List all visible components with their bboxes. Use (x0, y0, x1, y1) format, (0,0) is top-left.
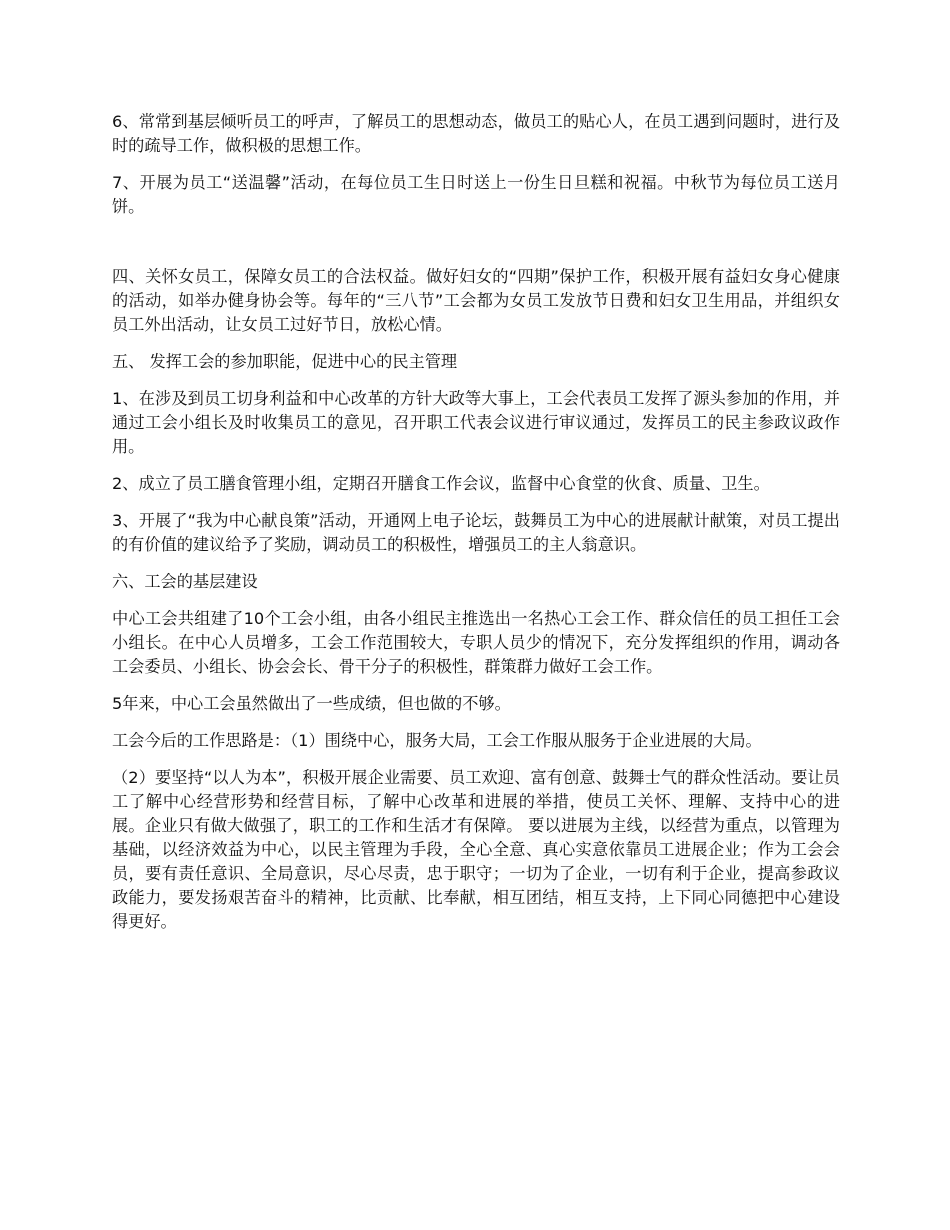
paragraph-item-7: 7、开展为员工“送温馨”活动，在每位员工生日时送上一份生日旦糕和祝福。中秋节为每位员工送月饼。 (112, 173, 840, 216)
paragraph-future-plan-2: （2）要坚持“以人为本”，积极开展企业需要、员工欢迎、富有创意、鼓舞士气的群众性活动。要让员工了解中心经营形势和经营目标，了解中心改革和进展的举措，使员工关怀、理解、支持中心的进展。企业只有做大做强了，职工的工作和生活才有保障。 要以进展为主线，以经营为重点，以管理为基础，以经济效益为中心，以民主管理为手段，全心全意、真心实意依靠员工进展企业；作为工会会员，要有责任意识、全局意识，尽心尽责，忠于职守；一切为了企业，一切有利于企业，提高参政议政能力，要发扬艰苦奋斗的精神，比贡献、比奉献，相互团结，相互支持，上下同心同德把中心建设得更好。 (112, 768, 840, 931)
paragraph-item-2: 2、成立了员工膳食管理小组，定期召开膳食工作会议，监督中心食堂的伙食、质量、卫生。 (112, 474, 770, 493)
paragraph-item-1: 1、在涉及到员工切身利益和中心改革的方针大政等大事上，工会代表员工发挥了源头参加的作用，并通过工会小组长及时收集员工的意见，召开职工代表会议进行审议通过，发挥员工的民主参政议政作用。 (112, 389, 840, 456)
section-heading-6: 六、工会的基层建设 (112, 572, 258, 591)
paragraph-item-3: 3、开展了“我为中心献良策”活动，开通网上电子论坛，鼓舞员工为中心的进展献计献策，对员工提出的有价值的建议给予了奖励，调动员工的积极性，增强员工的主人翁意识。 (112, 511, 840, 554)
paragraph-future-plan-1: 工会今后的工作思路是：（1）围绕中心，服务大局，工会工作服从服务于企业进展的大局。 (112, 731, 762, 750)
paragraph-item-6: 6、常常到基层倾听员工的呼声，了解员工的思想动态，做员工的贴心人，在员工遇到问题时，进行及时的疏导工作，做积极的思想工作。 (112, 112, 840, 155)
paragraph-grassroots: 中心工会共组建了10个工会小组，由各小组民主推选出一名热心工会工作、群众信任的员工担任工会小组长。在中心人员增多，工会工作范围较大，专职人员少的情况下，充分发挥组织的作用，调动各工会委员、小组长、协会会长、骨干分子的积极性，群策群力做好工会工作。 (112, 609, 840, 676)
document-body (112, 110, 840, 934)
paragraph-section-4: 四、关怀女员工，保障女员工的合法权益。做好妇女的“四期”保护工作，积极开展有益妇女身心健康的活动，如举办健身协会等。每年的“三八节”工会都为女员工发放节日费和妇女卫生用品，并组织女员工外出活动，让女员工过好节日，放松心情。 (112, 267, 840, 334)
section-heading-5: 五、 发挥工会的参加职能，促进中心的民主管理 (112, 352, 458, 371)
paragraph-summary: 5年来，中心工会虽然做出了一些成绩，但也做的不够。 (112, 694, 511, 713)
